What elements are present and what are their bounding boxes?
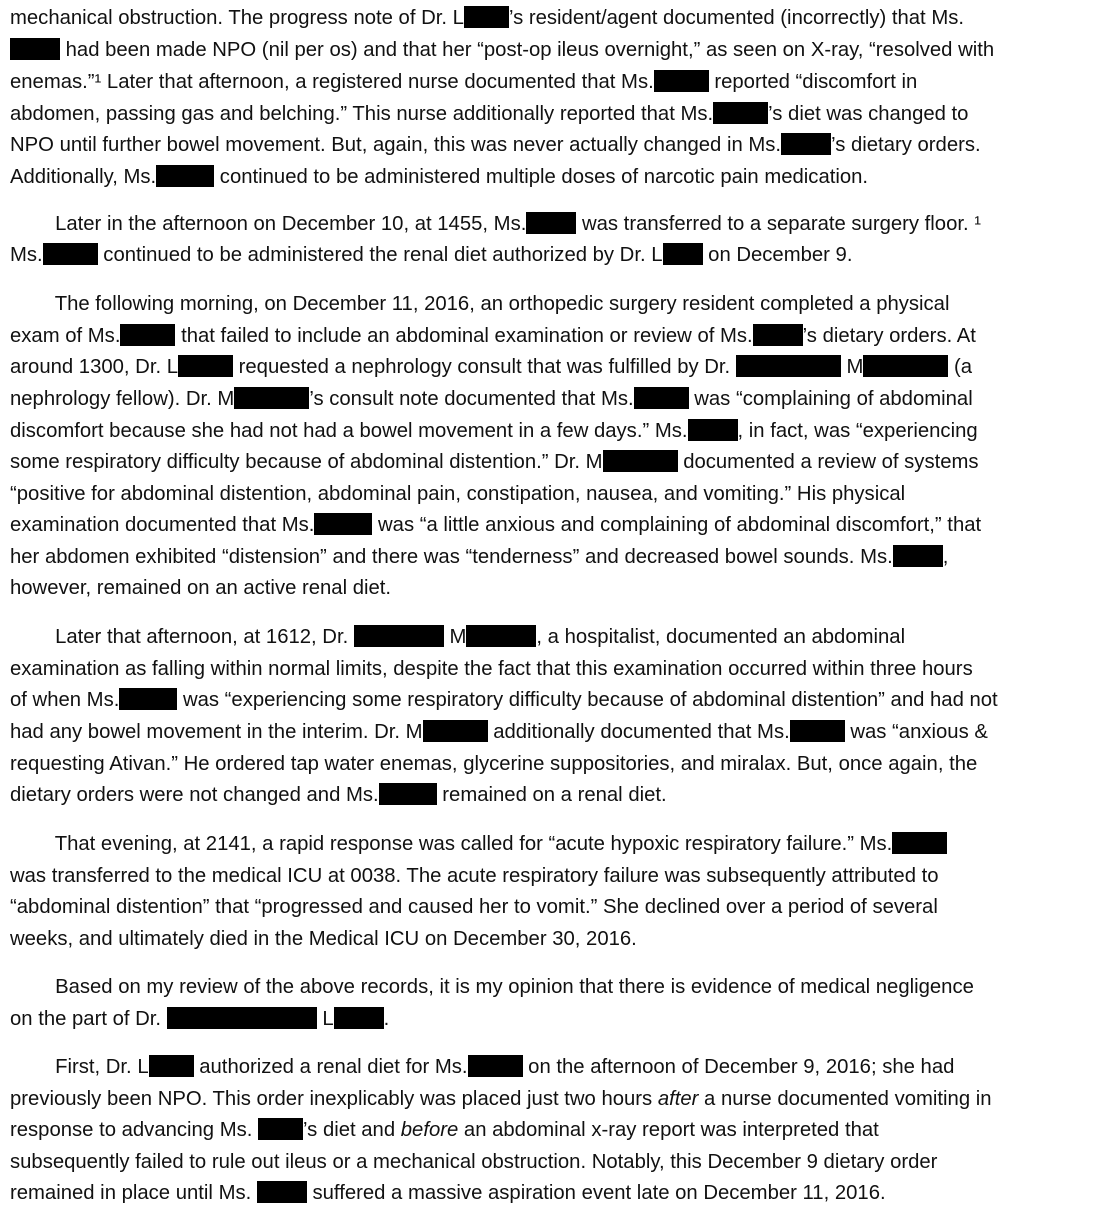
- redaction-bar: [423, 720, 488, 742]
- text-line: That evening, at 2141, a rapid response was called for “acute hypoxic respiratory failure.” Ms.: [10, 832, 947, 858]
- redaction-bar: [790, 720, 845, 742]
- text-line: weeks, and ultimately died in the Medical ICU on December 30, 2016.: [10, 928, 637, 950]
- text-line: had any bowel movement in the interim. Dr. M additionally documented that Ms. was “anxious &: [10, 721, 988, 743]
- redaction-bar: [526, 212, 576, 234]
- redaction-bar: [654, 70, 709, 92]
- text-line: remained in place until Ms. suffered a massive aspiration event late on December 11, 2016.: [10, 1182, 886, 1204]
- redaction-bar: [234, 387, 309, 409]
- text-line: “abdominal distention” that “progressed and caused her to vomit.” She declined over a period of several: [10, 896, 938, 918]
- text-line: previously been NPO. This order inexplicably was placed just two hours after a nurse documented vomiting in: [10, 1088, 992, 1110]
- redaction-bar: [753, 324, 803, 346]
- redaction-bar: [167, 1007, 317, 1029]
- text-line: on the part of Dr. L .: [10, 1008, 390, 1030]
- redaction-bar: [736, 355, 841, 377]
- redaction-bar: [354, 625, 444, 647]
- text-line: dietary orders were not changed and Ms. remained on a renal diet.: [10, 784, 667, 806]
- redaction-bar: [334, 1007, 384, 1029]
- redaction-bar: [892, 832, 947, 854]
- text-line: around 1300, Dr. L requested a nephrology consult that was fulfilled by Dr. M (a: [10, 356, 973, 378]
- redaction-bar: [781, 133, 831, 155]
- text-line: Additionally, Ms. continued to be administered multiple doses of narcotic pain medication.: [10, 166, 869, 188]
- text-line: First, Dr. L authorized a renal diet for Ms. on the afternoon of December 9, 2016; she had: [10, 1056, 955, 1078]
- redaction-bar: [156, 165, 214, 187]
- text-line: Later in the afternoon on December 10, at 1455, Ms. was transferred to a separate surgery floor. ¹: [10, 213, 982, 235]
- redaction-bar: [120, 324, 175, 346]
- text-line: however, remained on an active renal diet.: [10, 577, 392, 599]
- text-line: response to advancing Ms. ’s diet and before an abdominal x-ray report was interpreted that: [10, 1119, 879, 1141]
- text-line: nephrology fellow). Dr. M ’s consult note documented that Ms. was “complaining of abdominal: [10, 388, 973, 410]
- text-line: subsequently failed to rule out ileus or a mechanical obstruction. Notably, this December 9 dietary order: [10, 1151, 938, 1173]
- redaction-bar: [149, 1055, 194, 1077]
- redaction-bar: [257, 1181, 307, 1203]
- text-line: was transferred to the medical ICU at 0038. The acute respiratory failure was subsequently attributed to: [10, 865, 939, 887]
- redaction-bar: [379, 783, 437, 805]
- text-line: examination as falling within normal limits, despite the fact that this examination occurred within three hours: [10, 658, 973, 680]
- text-line: Ms. continued to be administered the renal diet authorized by Dr. L on December 9.: [10, 244, 853, 266]
- text-line: The following morning, on December 11, 2016, an orthopedic surgery resident completed a physical: [10, 293, 950, 315]
- text-line: requesting Ativan.” He ordered tap water enemas, glycerine suppositories, and miralax. But, once again, the: [10, 753, 978, 775]
- redaction-bar: [893, 545, 943, 567]
- redaction-bar: [178, 355, 233, 377]
- text-line: abdomen, passing gas and belching.” This nurse additionally reported that Ms. ’s diet was changed to: [10, 103, 969, 125]
- text-line: Later that afternoon, at 1612, Dr. M , a hospitalist, documented an abdominal: [10, 626, 906, 648]
- text-line: Based on my review of the above records, it is my opinion that there is evidence of medical negligence: [10, 976, 974, 998]
- text-line: discomfort because she had not had a bowel movement in a few days.” Ms. , in fact, was “experiencing: [10, 420, 978, 442]
- redaction-bar: [603, 450, 678, 472]
- text-line: of when Ms. was “experiencing some respiratory difficulty because of abdominal distention” and had not: [10, 689, 998, 711]
- redaction-bar: [688, 419, 738, 441]
- redaction-bar: [258, 1118, 303, 1140]
- text-line: “positive for abdominal distention, abdominal pain, constipation, nausea, and vomiting.” His physical: [10, 483, 906, 505]
- redaction-bar: [466, 625, 536, 647]
- text-line: enemas.”¹ Later that afternoon, a registered nurse documented that Ms. reported “discomfort in: [10, 71, 918, 93]
- redaction-bar: [468, 1055, 523, 1077]
- text-line: her abdomen exhibited “distension” and there was “tenderness” and decreased bowel sounds. Ms. ,: [10, 546, 949, 568]
- redaction-bar: [314, 513, 372, 535]
- redaction-bar: [464, 6, 509, 28]
- text-line: mechanical obstruction. The progress note of Dr. L ’s resident/agent documented (incorrectly) that Ms.: [10, 7, 964, 29]
- redaction-bar: [119, 688, 177, 710]
- redaction-bar: [863, 355, 948, 377]
- redaction-bar: [713, 102, 768, 124]
- redaction-bar: [663, 243, 703, 265]
- text-line: some respiratory difficulty because of abdominal distention.” Dr. M documented a review of systems: [10, 451, 979, 473]
- text-line: had been made NPO (nil per os) and that her “post-op ileus overnight,” as seen on X-ray, “resolved with: [10, 38, 994, 64]
- text-line: examination documented that Ms. was “a little anxious and complaining of abdominal discomfort,” that: [10, 514, 982, 536]
- text-line: NPO until further bowel movement. But, again, this was never actually changed in Ms. ’s dietary orders.: [10, 134, 981, 156]
- redaction-bar: [43, 243, 98, 265]
- redaction-bar: [10, 38, 60, 60]
- text-line: exam of Ms. that failed to include an abdominal examination or review of Ms. ’s dietary orders. At: [10, 325, 976, 347]
- redaction-bar: [634, 387, 689, 409]
